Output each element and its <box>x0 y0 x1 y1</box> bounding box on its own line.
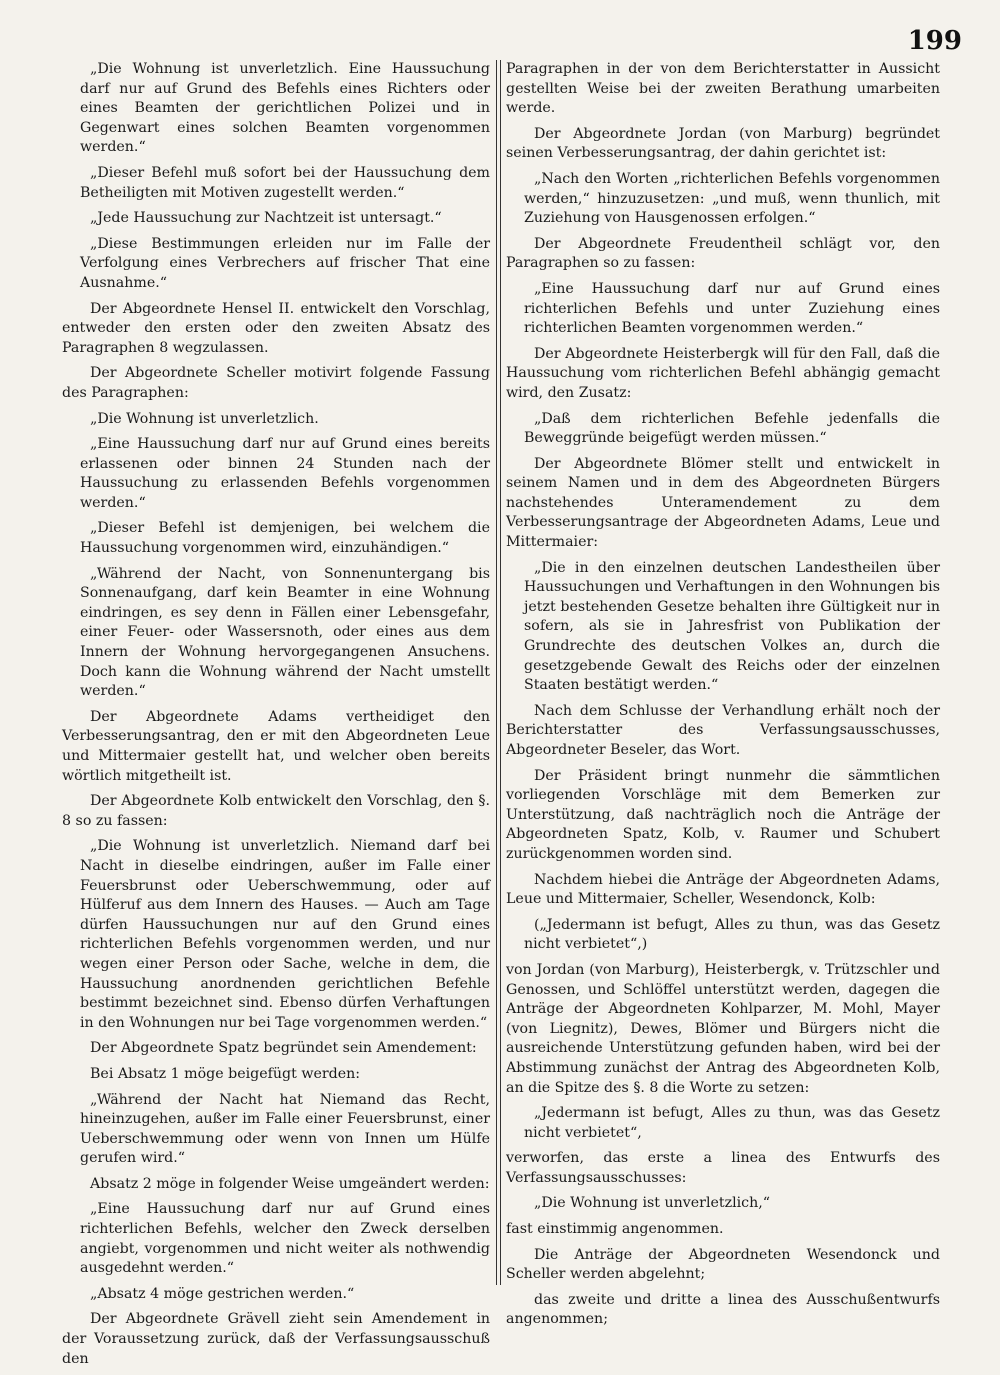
paragraph: Der Abgeordnete Grävell zieht sein Amendement in der Voraussetzung zurück, daß der Verfassungsausschuß den <box>62 1311 490 1367</box>
paragraph: „Jede Haussuchung zur Nachtzeit ist untersagt.“ <box>90 210 442 227</box>
paragraph: „Eine Haussuchung darf nur auf Grund eines bereits erlassenen oder binnen 24 Stunden nach der Haussuchung zu erlassenden Befehls vorgenommen werden.“ <box>80 436 490 511</box>
paragraph: „Dieser Befehl ist demjenigen, bei welchem die Haussuchung vorgenommen wird, einzuhändigen.“ <box>80 520 490 557</box>
paragraph: Nach dem Schlusse der Verhandlung erhält noch der Berichterstatter des Verfassungsausschusses, Abgeordneter Beseler, das Wort. <box>506 702 940 758</box>
paragraph: Der Abgeordnete Heisterbergk will für den Fall, daß die Haussuchung vom richterlichen Befehl abhängig gemacht wird, den Zusatz: <box>506 345 940 401</box>
page-number: 199 <box>907 26 962 56</box>
paragraph: Die Anträge der Abgeordneten Wesendonck und Scheller werden abgelehnt; <box>506 1246 940 1283</box>
paragraph: von Jordan (von Marburg), Heisterbergk, v. Trützschler und Genossen, und Schlöffel unterstützt werden, dagegen die Anträge der Abgeordneten Kohlparzer, M. Mohl, Mayer (von Liegnitz), Dewes, Blömer und Bürgers nicht die ausreichende Unterstützung gefunden haben, wird bei der Abstimmung zunächst der Antrag des Abgeordneten Kolb, an die Spitze des §. 8 die Worte zu setzen: <box>506 961 940 1096</box>
paragraph: „Nach den Worten „richterlichen Befehls vorgenommen werden,“ hinzuzusetzen: „und muß, wenn thunlich, mit Zuziehung von Hausgenossen erfolgen.“ <box>524 170 940 227</box>
paragraph: Der Abgeordnete Adams vertheidiget den Verbesserungsantrag, den er mit den Abgeordneten Leue und Mittermaier gestellt hat, und welcher oben bereits wörtlich mitgetheilt ist. <box>62 708 490 784</box>
paragraph: Der Abgeordnete Spatz begründet sein Amendement: <box>90 1040 477 1057</box>
paragraph: „Die Wohnung ist unverletzlich. Niemand darf bei Nacht in dieselbe eindringen, außer im Falle einer Feuersbrunst oder Ueberschwemmung, oder auf Hülferuf aus dem Innern des Hauses. — Auch am Tage dürfen Haussuchungen nur auf den Grund eines richterlichen Befehls vorgenommen werden, und nur wegen einer Person oder Sache, welche in dem, die Haussuchung anordnenden gerichtlichen Befehle bestimmt bezeichnet sind. Ebenso dürfen Verhaftungen in den Wohnungen nur bei Tage vorgenommen werden.“ <box>80 838 490 1031</box>
paragraph: „Während der Nacht hat Niemand das Recht, hineinzugehen, außer im Falle einer Feuersbrunst, einer Ueberschwemmung oder wenn von Innen um Hülfe gerufen wird.“ <box>80 1091 490 1167</box>
right-column <box>506 60 940 1336</box>
paragraph: Der Präsident bringt nunmehr die sämmtlichen vorliegenden Vorschläge mit dem Bemerken zur Unterstützung, daß nachträglich noch die Anträge der Abgeordneten Spatz, Kolb, v. Raumer und Schubert zurückgenommen worden sind. <box>506 767 940 862</box>
paragraph: Der Abgeordnete Scheller motivirt folgende Fassung des Paragraphen: <box>62 365 490 401</box>
paragraph: „Daß dem richterlichen Befehle jedenfalls die Beweggründe beigefügt werden müssen.“ <box>524 410 940 447</box>
paragraph: Der Abgeordnete Jordan (von Marburg) begründet seinen Verbesserungsantrag, der dahin gerichtet ist: <box>506 125 940 162</box>
paragraph: Bei Absatz 1 möge beigefügt werden: <box>90 1065 361 1082</box>
paragraph: Absatz 2 möge in folgender Weise umgeändert werden: <box>90 1175 490 1192</box>
paragraph: Der Abgeordnete Kolb entwickelt den Vorschlag, den §. 8 so zu fassen: <box>62 793 490 829</box>
paragraph: Der Abgeordnete Hensel II. entwickelt den Vorschlag, entweder den ersten oder den zweiten Absatz des Paragraphen 8 wegzulassen. <box>62 300 490 356</box>
column-divider <box>496 60 501 1285</box>
paragraph: fast einstimmig angenommen. <box>506 1221 724 1238</box>
left-column <box>62 60 490 1375</box>
paragraph: „Eine Haussuchung darf nur auf Grund eines richterlichen Befehls, welcher den Zweck derselben angiebt, vorgenommen und nicht weiter als nothwendig ausgedehnt werden.“ <box>80 1201 490 1277</box>
paragraph: „Während der Nacht, von Sonnenuntergang bis Sonnenaufgang, darf kein Beamter in eine Wohnung eindringen, es sey denn in Fällen einer Lebensgefahr, einer Feuer- oder Wassersnoth, oder eines aus dem Innern der Wohnung hervorgegangenen Ansuchens. Doch kann die Wohnung während der Nacht umstellt werden.“ <box>80 565 490 700</box>
paragraph: Der Abgeordnete Blömer stellt und entwickelt in seinem Namen und in dem des Abgeordneten Bürgers nachstehendes Unteramendement zu dem Verbesserungsantrage der Abgeordneten Adams, Leue und Mittermaier: <box>506 455 940 551</box>
paragraph: „Die Wohnung ist unverletzlich. Eine Haussuchung darf nur auf Grund des Befehls eines Richters oder eines Beamten der gerichtlichen Polizei und in Gegenwart eines solchen Beamten vorgenommen werden.“ <box>80 61 490 156</box>
paragraph: „Absatz 4 möge gestrichen werden.“ <box>90 1285 355 1302</box>
paragraph: „Eine Haussuchung darf nur auf Grund eines richterlichen Befehls und unter Zuziehung eines richterlichen Beamten vorgenommen werden.“ <box>524 280 940 337</box>
paragraph: „Dieser Befehl muß sofort bei der Haussuchung dem Betheiligten mit Motiven zugestellt werden.“ <box>80 164 490 201</box>
paragraph: Paragraphen in der von dem Berichterstatter in Aussicht gestellten Weise bei der zweiten Berathung umarbeiten werde. <box>506 61 940 117</box>
paragraph: „Die in den einzelnen deutschen Landestheilen über Haussuchungen und Verhaftungen in den Wohnungen bis jetzt bestehenden Gesetze behalten ihre Gültigkeit nur in sofern, als sie in Jahresfrist von Publikation der Grundrechte des deutschen Volkes an, durch die gesetzgebende Gewalt des Reichs oder der einzelnen Staaten bestätigt werden.“ <box>524 559 940 694</box>
paragraph: Der Abgeordnete Freudentheil schlägt vor, den Paragraphen so zu fassen: <box>506 235 940 272</box>
paragraph: das zweite und dritte a linea des Ausschußentwurfs angenommen; <box>506 1291 940 1328</box>
paragraph: Nachdem hiebei die Anträge der Abgeordneten Adams, Leue und Mittermaier, Scheller, Wesendonck, Kolb: <box>506 871 940 908</box>
paragraph: („Jedermann ist befugt, Alles zu thun, was das Gesetz nicht verbietet“,) <box>524 916 940 953</box>
paragraph: „Jedermann ist befugt, Alles zu thun, was das Gesetz nicht verbietet“, <box>524 1105 940 1141</box>
paragraph: „Die Wohnung ist unverletzlich. <box>90 410 319 427</box>
paragraph: „Diese Bestimmungen erleiden nur im Falle der Verfolgung eines Verbrechers auf frischer That eine Ausnahme.“ <box>80 235 490 291</box>
paragraph: verworfen, das erste a linea des Entwurfs des Verfassungsausschusses: <box>506 1150 940 1186</box>
paragraph: „Die Wohnung ist unverletzlich,“ <box>534 1195 770 1212</box>
